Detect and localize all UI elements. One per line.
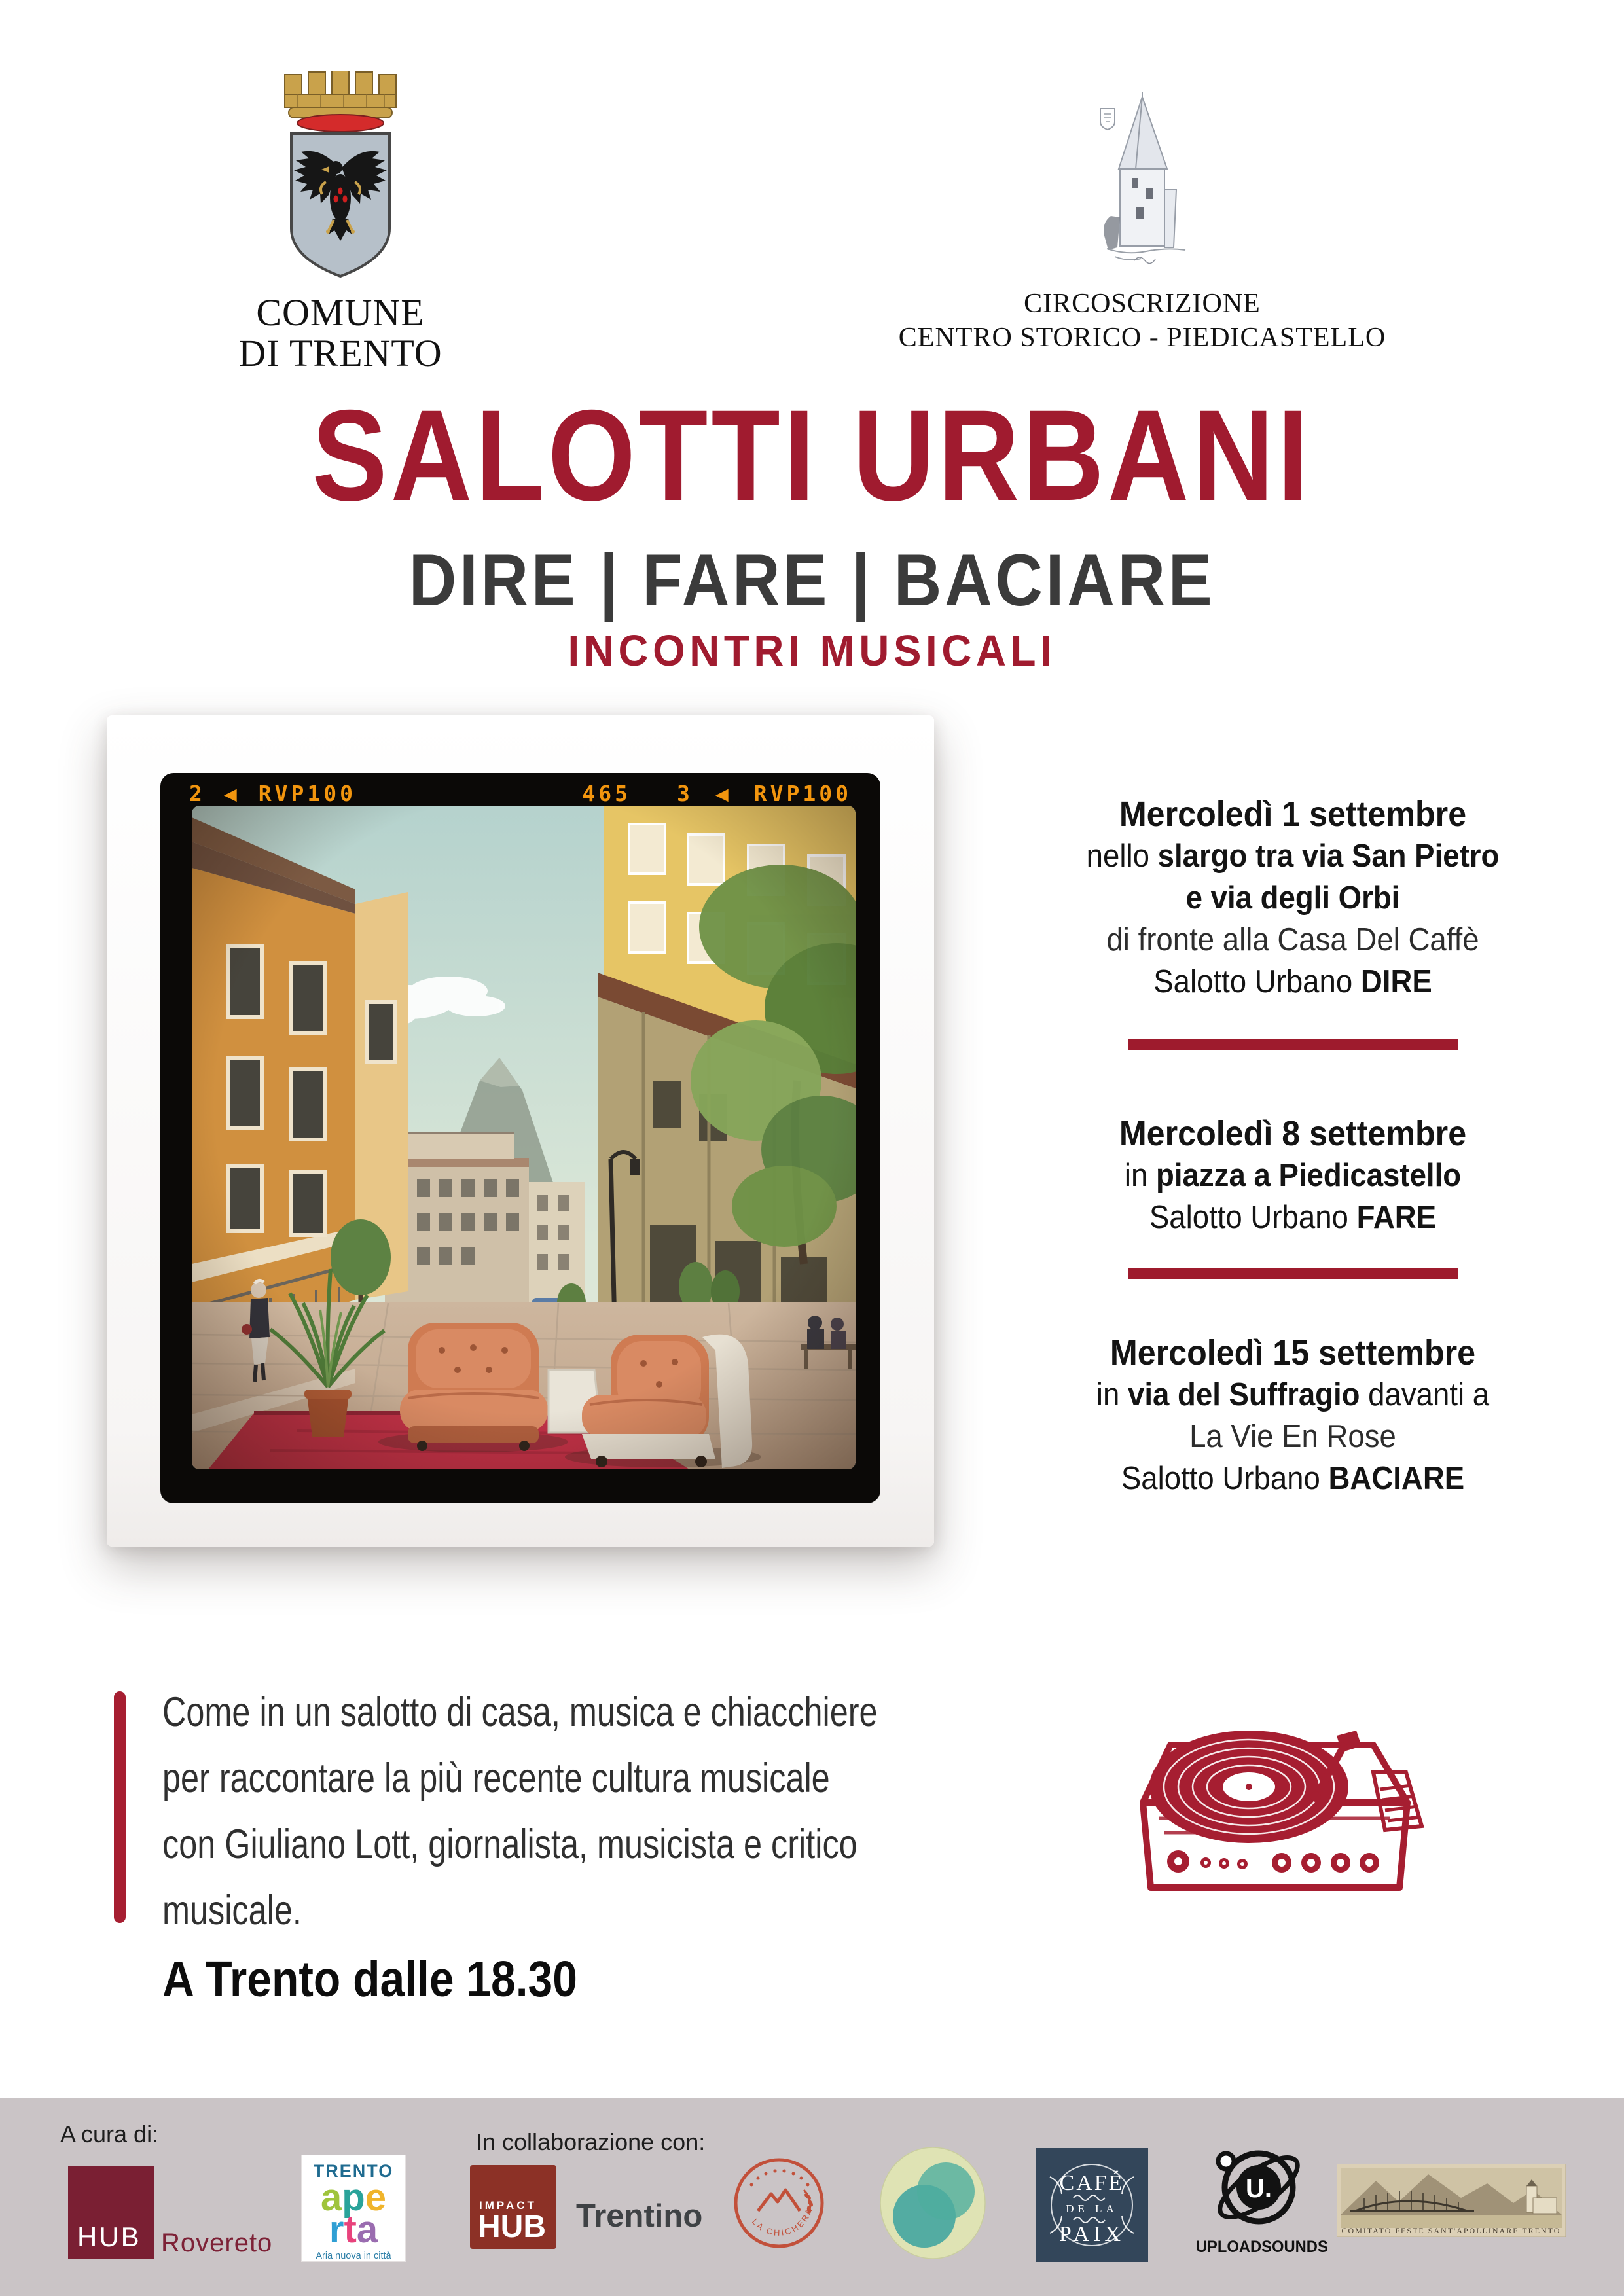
svg-text:CAFÉ: CAFÉ xyxy=(1059,2171,1125,2195)
vignette xyxy=(192,806,856,1469)
impact-hub-logo xyxy=(470,2165,732,2250)
hub-rovereto-logo xyxy=(68,2166,278,2259)
event-3 xyxy=(1037,1332,1548,1499)
curated-by-label: A cura di: xyxy=(60,2121,159,2147)
event-3-date: Mercoledì 15 settembre xyxy=(1110,1333,1476,1372)
comune-name xyxy=(196,293,484,374)
hub-rovereto-script: Rovereto xyxy=(161,2229,273,2257)
circoscrizione-name xyxy=(871,287,1414,355)
event-3-line: La Vie En Rose xyxy=(1189,1419,1396,1454)
cafe-de-la-paix-logo xyxy=(1036,2148,1148,2262)
quote-line: per raccontare la più recente cultura musicale xyxy=(162,1755,830,1801)
circoscrizione-line1: CIRCOSCRIZIONE xyxy=(1024,289,1261,319)
trento-aperta-caption: Aria nuova in città xyxy=(316,2251,391,2261)
film-counter: 465 xyxy=(582,780,632,806)
event-3-line: in via del Suffragio davanti a xyxy=(1096,1377,1490,1412)
event-1-line: di fronte alla Casa Del Caffè xyxy=(1106,922,1479,958)
quote-text xyxy=(162,1679,1144,1944)
quote-line: musicale. xyxy=(162,1888,302,1933)
la-chichera-logo xyxy=(727,2151,831,2257)
poster-title: SALOTTI URBANI xyxy=(312,383,1312,528)
uploadsounds-wordmark: UPLOADSOUNDS xyxy=(1195,2238,1328,2256)
trento-aperta-mid: ape xyxy=(321,2176,386,2219)
svg-text:DE LA: DE LA xyxy=(1066,2202,1118,2215)
comune-line1: COMUNE xyxy=(256,291,425,334)
film-strip-markings xyxy=(189,780,852,807)
film-arrow-icon: ◀ xyxy=(223,780,240,806)
svg-text:PAIX: PAIX xyxy=(1058,2222,1125,2246)
film-frame xyxy=(160,773,880,1503)
street-photo-scene xyxy=(192,806,856,1469)
film-stock-right: RVP100 xyxy=(753,780,852,806)
svg-text:U.: U. xyxy=(1246,2174,1272,2203)
event-1-line: Salotto Urbano DIRE xyxy=(1153,964,1432,999)
film-stock-left: RVP100 xyxy=(258,780,356,806)
film-frame-number-left: 2 xyxy=(189,780,206,806)
impact-hub-square: IMPACT HUB xyxy=(470,2165,556,2249)
divider-1 xyxy=(1128,1039,1458,1050)
uploadsounds-mark-icon xyxy=(1208,2145,1306,2232)
svg-text:COMITATO FESTE SANT'APOLLINARE: COMITATO FESTE SANT'APOLLINARE TRENTO xyxy=(1341,2226,1561,2235)
divider-2 xyxy=(1128,1268,1458,1279)
impact-hub-suffix: Trentino xyxy=(576,2198,703,2234)
poster-subtitle: DIRE | FARE | BACIARE xyxy=(408,539,1216,621)
record-player-icon xyxy=(1113,1710,1443,1918)
quote-accent-bar xyxy=(114,1691,126,1923)
event-2-line: in piazza a Piedicastello xyxy=(1124,1158,1462,1193)
trento-aperta-top: TRENTO xyxy=(313,2161,394,2181)
circoscrizione-logo xyxy=(871,92,1414,355)
uploadsounds-logo xyxy=(1193,2145,1328,2257)
film-frame-number-right: 3 xyxy=(677,780,693,806)
polaroid-photo xyxy=(107,715,934,1547)
tower-sketch-icon xyxy=(1069,92,1216,272)
event-2-line: Salotto Urbano FARE xyxy=(1149,1200,1437,1235)
event-3-line: Salotto Urbano BACIARE xyxy=(1121,1461,1465,1496)
comune-crest-icon xyxy=(259,71,422,280)
circoscrizione-line2: CENTRO STORICO - PIEDICASTELLO xyxy=(898,323,1386,353)
knobs xyxy=(1167,1850,1379,1873)
collaboration-label: In collaborazione con: xyxy=(476,2128,706,2155)
comune-di-trento-logo xyxy=(196,71,484,374)
trento-aperta-logo xyxy=(301,2155,406,2262)
comune-line2: DI TRENTO xyxy=(238,332,442,374)
event-1 xyxy=(1037,793,1548,1003)
event-2-date: Mercoledì 8 settembre xyxy=(1119,1114,1467,1153)
event-1-line: e via degli Orbi xyxy=(1185,880,1400,916)
poster-tagline: INCONTRI MUSICALI xyxy=(568,626,1056,675)
footer-band xyxy=(0,2098,1624,2296)
svg-text:LA CHICHERA: LA CHICHERA xyxy=(749,2206,815,2238)
event-1-line: nello slargo tra via San Pietro xyxy=(1086,838,1500,874)
time-place-cta: A Trento dalle 18.30 xyxy=(162,1951,577,2007)
quote-line: con Giuliano Lott, giornalista, musicista e critico xyxy=(162,1821,857,1867)
trento-aperta-bottom: rta xyxy=(329,2208,378,2251)
teal-circles-logo xyxy=(878,2145,987,2261)
film-arrow-icon: ◀ xyxy=(715,780,732,806)
postcard-logo xyxy=(1337,2164,1566,2237)
event-2 xyxy=(1037,1113,1548,1238)
event-1-date: Mercoledì 1 settembre xyxy=(1119,795,1467,834)
quote-line: Come in un salotto di casa, musica e chiacchiere xyxy=(162,1689,878,1735)
hub-rovereto-square: HUB xyxy=(68,2166,154,2259)
